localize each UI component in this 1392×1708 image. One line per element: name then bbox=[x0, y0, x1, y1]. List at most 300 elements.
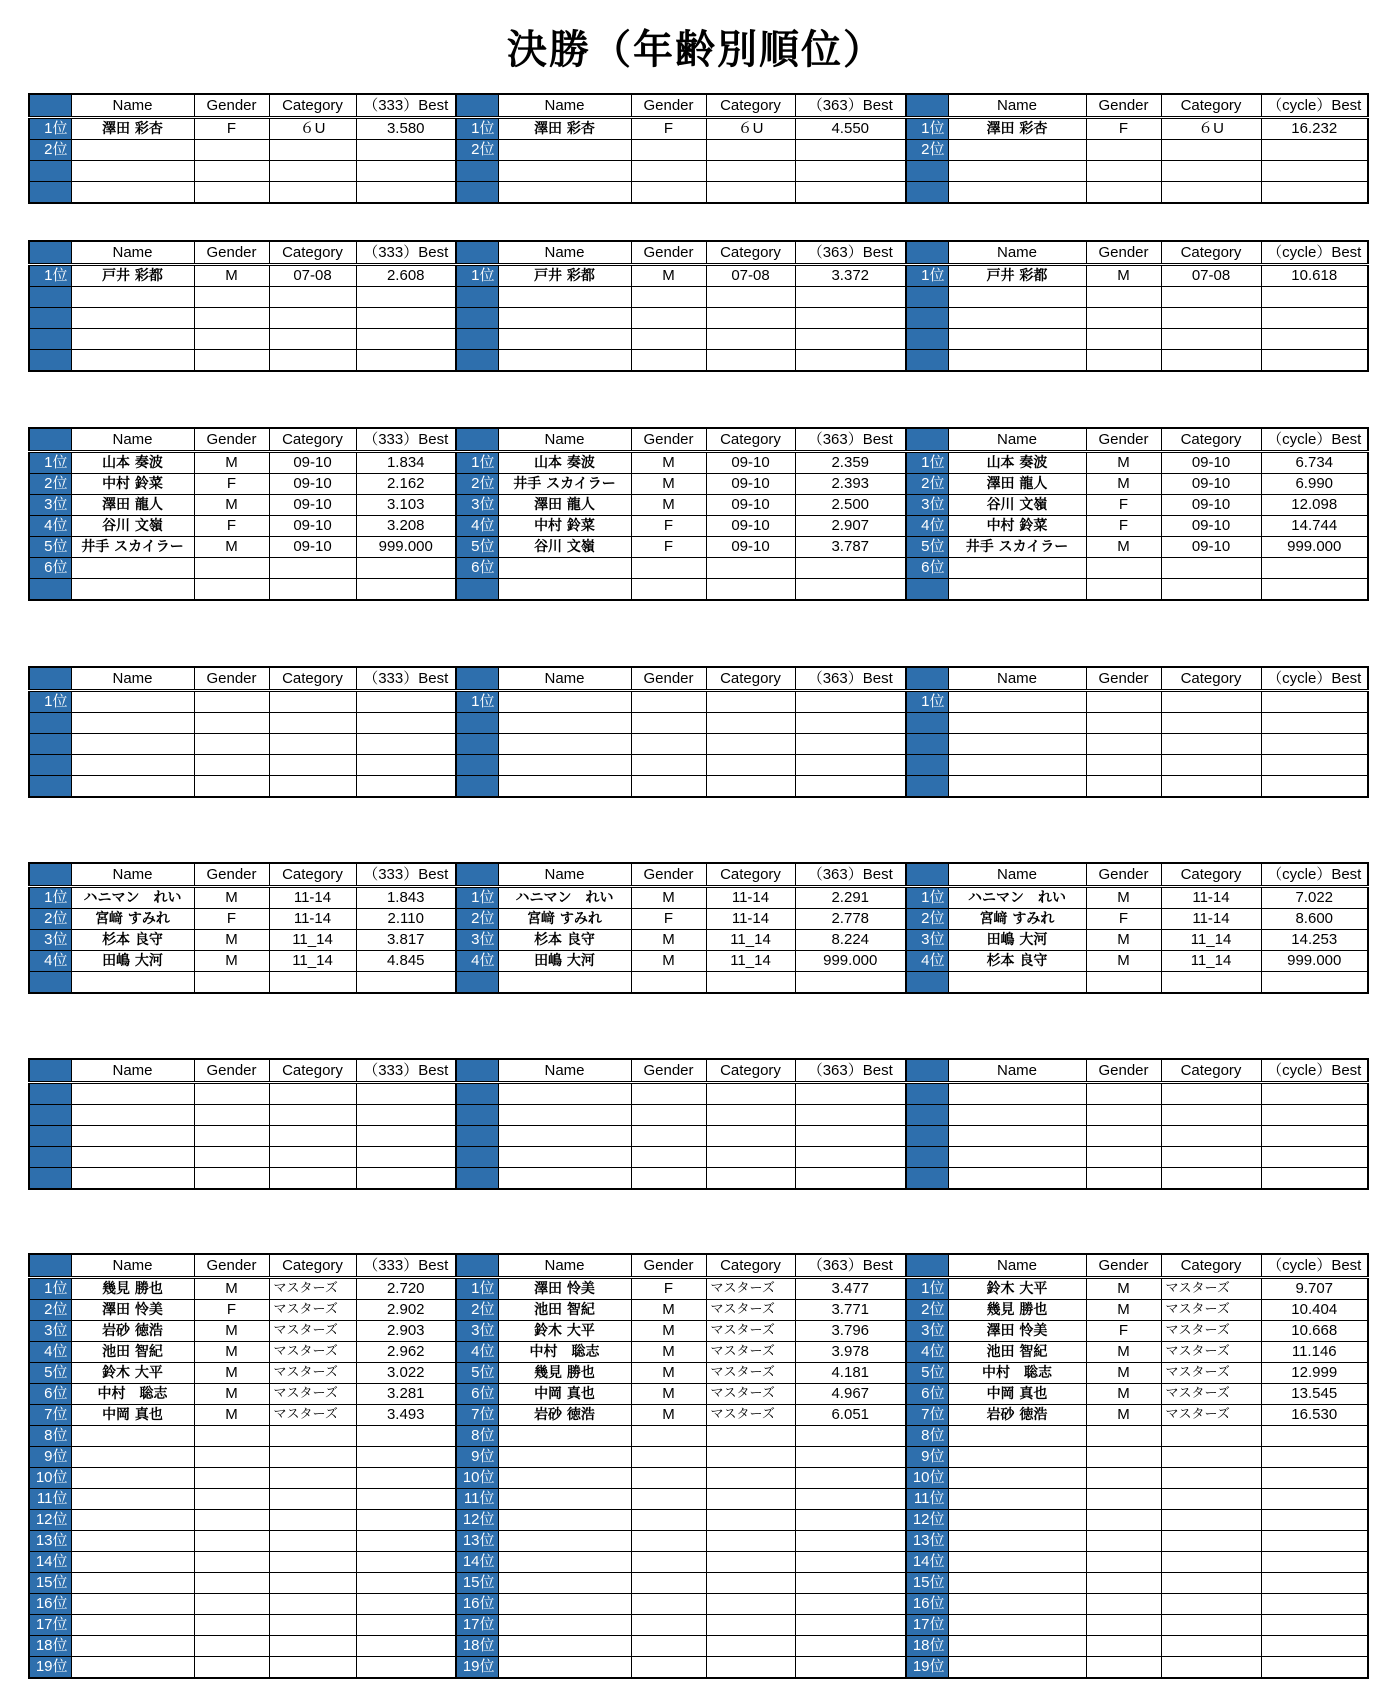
column-header: （333）Best bbox=[356, 241, 456, 265]
table-row bbox=[906, 1300, 1368, 1321]
cell-gender: M bbox=[194, 930, 269, 951]
column-header: Gender bbox=[631, 241, 706, 265]
cell-best: 2.393 bbox=[795, 474, 906, 495]
table-row bbox=[906, 1278, 1368, 1300]
cell-best bbox=[356, 1447, 456, 1468]
column-header: Category bbox=[269, 94, 356, 118]
table-row bbox=[29, 1468, 456, 1489]
header-row bbox=[906, 667, 1368, 691]
cell-best: 999.000 bbox=[795, 951, 906, 972]
cell-category: 11_14 bbox=[1161, 930, 1261, 951]
table-row bbox=[29, 909, 456, 930]
table-row bbox=[29, 1489, 456, 1510]
table-row bbox=[456, 495, 906, 516]
cell-best bbox=[356, 1531, 456, 1552]
cell-category bbox=[1161, 713, 1261, 734]
column-header: Gender bbox=[194, 667, 269, 691]
cell-gender bbox=[1086, 713, 1161, 734]
cell-best: 3.103 bbox=[356, 495, 456, 516]
cell-category: 11_14 bbox=[706, 930, 795, 951]
table-row bbox=[456, 972, 906, 994]
column-header: Category bbox=[269, 863, 356, 887]
header-row bbox=[29, 1059, 456, 1083]
cell-best: 9.707 bbox=[1261, 1278, 1368, 1300]
column-header: （363）Best bbox=[795, 667, 906, 691]
header-row bbox=[456, 1059, 906, 1083]
cell-best: 6.051 bbox=[795, 1405, 906, 1426]
cell-gender bbox=[1086, 1531, 1161, 1552]
cell-category bbox=[1161, 1636, 1261, 1657]
column-header: Gender bbox=[194, 241, 269, 265]
cell-gender bbox=[631, 1510, 706, 1531]
cell-gender bbox=[1086, 350, 1161, 372]
cell-name bbox=[71, 579, 194, 601]
table-row bbox=[906, 182, 1368, 204]
cell-rank: 7位 bbox=[456, 1405, 498, 1426]
cell-gender bbox=[631, 1447, 706, 1468]
table-row bbox=[906, 287, 1368, 308]
cell-gender: M bbox=[1086, 930, 1161, 951]
table-row bbox=[29, 1594, 456, 1615]
cell-rank bbox=[29, 972, 71, 994]
cell-gender bbox=[631, 329, 706, 350]
cell-best bbox=[356, 755, 456, 776]
rank-header bbox=[29, 428, 71, 452]
table-row bbox=[456, 1342, 906, 1363]
cell-rank bbox=[456, 579, 498, 601]
cell-name bbox=[948, 161, 1086, 182]
column-header: Name bbox=[948, 863, 1086, 887]
cell-rank bbox=[456, 972, 498, 994]
cell-category bbox=[1161, 1083, 1261, 1105]
column-header: Name bbox=[498, 863, 631, 887]
column-header: Name bbox=[71, 863, 194, 887]
table-row bbox=[906, 1657, 1368, 1679]
cell-name bbox=[498, 1657, 631, 1679]
cell-name bbox=[948, 734, 1086, 755]
cell-gender bbox=[1086, 776, 1161, 798]
table-row bbox=[29, 1510, 456, 1531]
cell-gender bbox=[194, 579, 269, 601]
cell-category: 09-10 bbox=[1161, 516, 1261, 537]
column-header: Category bbox=[269, 428, 356, 452]
cell-best: 4.550 bbox=[795, 118, 906, 140]
cell-rank bbox=[906, 329, 948, 350]
cell-rank: 1位 bbox=[29, 691, 71, 713]
table-row bbox=[29, 140, 456, 161]
cell-rank: 2位 bbox=[906, 474, 948, 495]
cell-name: 鈴木 大平 bbox=[71, 1363, 194, 1384]
rank-header bbox=[29, 1254, 71, 1278]
cell-category bbox=[1161, 691, 1261, 713]
column-header: Category bbox=[269, 1254, 356, 1278]
cell-rank bbox=[456, 713, 498, 734]
cell-rank: 4位 bbox=[906, 516, 948, 537]
table-row bbox=[29, 691, 456, 713]
cell-category: 09-10 bbox=[1161, 452, 1261, 474]
cell-gender bbox=[1086, 1552, 1161, 1573]
cell-rank: 3位 bbox=[456, 930, 498, 951]
cell-rank: 4位 bbox=[29, 951, 71, 972]
cell-category bbox=[269, 1426, 356, 1447]
cell-name bbox=[948, 287, 1086, 308]
table-row bbox=[906, 1384, 1368, 1405]
cell-name bbox=[71, 972, 194, 994]
cell-category: 11_14 bbox=[269, 951, 356, 972]
cell-rank: 2位 bbox=[29, 140, 71, 161]
cell-name bbox=[498, 287, 631, 308]
cell-gender bbox=[194, 140, 269, 161]
cell-name bbox=[948, 1531, 1086, 1552]
cell-category: 11_14 bbox=[1161, 951, 1261, 972]
cell-best: 2.291 bbox=[795, 887, 906, 909]
table-row bbox=[906, 713, 1368, 734]
table-cycle bbox=[905, 1058, 1369, 1190]
cell-name bbox=[948, 1168, 1086, 1190]
table-row bbox=[29, 329, 456, 350]
cell-rank bbox=[456, 308, 498, 329]
cell-best: 3.787 bbox=[795, 537, 906, 558]
cell-rank: 1位 bbox=[456, 691, 498, 713]
cell-best bbox=[795, 182, 906, 204]
cell-best: 4.181 bbox=[795, 1363, 906, 1384]
cell-category: マスターズ bbox=[269, 1278, 356, 1300]
cell-gender bbox=[631, 1489, 706, 1510]
header-row bbox=[456, 1254, 906, 1278]
cell-gender bbox=[1086, 1105, 1161, 1126]
cell-gender bbox=[194, 1573, 269, 1594]
cell-gender bbox=[194, 1083, 269, 1105]
cell-best bbox=[356, 329, 456, 350]
cell-name bbox=[498, 1552, 631, 1573]
cell-gender: M bbox=[194, 495, 269, 516]
cell-best bbox=[795, 1126, 906, 1147]
table-333 bbox=[28, 862, 457, 994]
column-header: Category bbox=[1161, 863, 1261, 887]
cell-name bbox=[498, 1105, 631, 1126]
table-row bbox=[456, 161, 906, 182]
table-row bbox=[906, 1636, 1368, 1657]
column-header: Category bbox=[1161, 428, 1261, 452]
cell-name bbox=[71, 1083, 194, 1105]
cell-name: 澤田 怜美 bbox=[498, 1278, 631, 1300]
table-333 bbox=[28, 1058, 457, 1190]
cell-category bbox=[269, 1147, 356, 1168]
table-row bbox=[456, 930, 906, 951]
cell-best bbox=[795, 350, 906, 372]
cell-gender bbox=[194, 182, 269, 204]
cell-best bbox=[1261, 1426, 1368, 1447]
cell-best bbox=[356, 1147, 456, 1168]
header-row bbox=[456, 241, 906, 265]
cell-gender: F bbox=[631, 909, 706, 930]
cell-best bbox=[356, 161, 456, 182]
cell-best bbox=[795, 161, 906, 182]
cell-best bbox=[1261, 1083, 1368, 1105]
cell-rank bbox=[29, 1168, 71, 1190]
cell-gender: F bbox=[1086, 1321, 1161, 1342]
table-row bbox=[456, 1384, 906, 1405]
rank-header bbox=[29, 863, 71, 887]
table-row bbox=[906, 1363, 1368, 1384]
table-row bbox=[456, 140, 906, 161]
cell-best bbox=[1261, 1552, 1368, 1573]
cell-name: 澤田 怜美 bbox=[948, 1321, 1086, 1342]
cell-name: 池田 智紀 bbox=[71, 1342, 194, 1363]
cell-best bbox=[356, 1615, 456, 1636]
column-header: （363）Best bbox=[795, 1254, 906, 1278]
table-363 bbox=[455, 427, 907, 601]
cell-gender bbox=[1086, 755, 1161, 776]
cell-name bbox=[948, 1573, 1086, 1594]
column-header: （cycle）Best bbox=[1261, 667, 1368, 691]
cell-name bbox=[71, 350, 194, 372]
cell-gender bbox=[1086, 287, 1161, 308]
cell-rank bbox=[906, 287, 948, 308]
cell-name bbox=[948, 308, 1086, 329]
cell-best bbox=[1261, 161, 1368, 182]
cell-name: 井手 スカイラー bbox=[71, 537, 194, 558]
cell-rank: 9位 bbox=[29, 1447, 71, 1468]
table-row bbox=[456, 558, 906, 579]
cell-best: 3.817 bbox=[356, 930, 456, 951]
cell-best bbox=[1261, 1636, 1368, 1657]
table-row bbox=[906, 329, 1368, 350]
cell-category: 09-10 bbox=[269, 516, 356, 537]
cell-name bbox=[498, 1489, 631, 1510]
header-row bbox=[906, 428, 1368, 452]
cell-category bbox=[1161, 1615, 1261, 1636]
cell-rank bbox=[29, 579, 71, 601]
column-header: Category bbox=[706, 667, 795, 691]
cell-name bbox=[71, 1552, 194, 1573]
column-header: Gender bbox=[194, 863, 269, 887]
header-row bbox=[456, 667, 906, 691]
result-block bbox=[28, 1253, 1367, 1679]
column-header: Category bbox=[706, 428, 795, 452]
cell-name bbox=[948, 1468, 1086, 1489]
table-row bbox=[456, 1363, 906, 1384]
cell-rank: 11位 bbox=[29, 1489, 71, 1510]
cell-name: 岩砂 徳浩 bbox=[948, 1405, 1086, 1426]
cell-category bbox=[269, 1126, 356, 1147]
cell-best bbox=[356, 1126, 456, 1147]
cell-name bbox=[71, 691, 194, 713]
cell-rank bbox=[29, 1147, 71, 1168]
cell-gender bbox=[194, 1426, 269, 1447]
table-row bbox=[456, 1405, 906, 1426]
cell-best: 2.778 bbox=[795, 909, 906, 930]
cell-best bbox=[1261, 287, 1368, 308]
cell-category: 09-10 bbox=[706, 516, 795, 537]
table-row bbox=[456, 1573, 906, 1594]
table-cycle bbox=[905, 93, 1369, 204]
cell-rank: 2位 bbox=[456, 474, 498, 495]
cell-category: マスターズ bbox=[269, 1300, 356, 1321]
table-row bbox=[456, 1083, 906, 1105]
cell-gender bbox=[1086, 1447, 1161, 1468]
cell-rank bbox=[29, 308, 71, 329]
table-row bbox=[29, 474, 456, 495]
table-row bbox=[906, 1321, 1368, 1342]
column-header: Gender bbox=[631, 428, 706, 452]
column-header: Name bbox=[71, 428, 194, 452]
cell-best: 8.224 bbox=[795, 930, 906, 951]
cell-best bbox=[795, 1552, 906, 1573]
cell-name: 幾見 勝也 bbox=[948, 1300, 1086, 1321]
table-row bbox=[29, 516, 456, 537]
table-row bbox=[456, 1657, 906, 1679]
cell-rank bbox=[906, 308, 948, 329]
cell-gender: M bbox=[194, 537, 269, 558]
cell-name: 中村 聡志 bbox=[498, 1342, 631, 1363]
cell-category: マスターズ bbox=[1161, 1384, 1261, 1405]
cell-best: 4.845 bbox=[356, 951, 456, 972]
cell-gender bbox=[631, 713, 706, 734]
cell-best bbox=[356, 287, 456, 308]
cell-category: マスターズ bbox=[269, 1363, 356, 1384]
table-row bbox=[456, 579, 906, 601]
cell-gender: M bbox=[631, 887, 706, 909]
table-row bbox=[29, 1168, 456, 1190]
table-row bbox=[906, 1531, 1368, 1552]
cell-name bbox=[71, 1168, 194, 1190]
table-row bbox=[906, 1615, 1368, 1636]
cell-gender bbox=[631, 579, 706, 601]
cell-gender: M bbox=[194, 1363, 269, 1384]
column-header: Gender bbox=[1086, 94, 1161, 118]
cell-rank: 8位 bbox=[29, 1426, 71, 1447]
cell-rank bbox=[906, 1147, 948, 1168]
table-row bbox=[906, 951, 1368, 972]
table-363 bbox=[455, 1058, 907, 1190]
cell-gender: M bbox=[631, 1384, 706, 1405]
table-row bbox=[29, 1531, 456, 1552]
cell-rank: 5位 bbox=[906, 537, 948, 558]
table-row bbox=[456, 713, 906, 734]
cell-gender bbox=[1086, 1657, 1161, 1679]
cell-gender bbox=[1086, 1083, 1161, 1105]
column-header: Name bbox=[498, 241, 631, 265]
cell-category bbox=[269, 182, 356, 204]
cell-gender bbox=[1086, 558, 1161, 579]
column-header: Gender bbox=[631, 1059, 706, 1083]
cell-rank bbox=[456, 350, 498, 372]
cell-category bbox=[1161, 1531, 1261, 1552]
cell-name: 杉本 良守 bbox=[498, 930, 631, 951]
cell-category bbox=[1161, 1105, 1261, 1126]
cell-category bbox=[706, 1126, 795, 1147]
cell-best: 10.668 bbox=[1261, 1321, 1368, 1342]
cell-category: マスターズ bbox=[1161, 1363, 1261, 1384]
cell-category bbox=[706, 1594, 795, 1615]
table-row bbox=[29, 287, 456, 308]
table-row bbox=[29, 1300, 456, 1321]
cell-best bbox=[795, 1426, 906, 1447]
table-row bbox=[29, 930, 456, 951]
cell-category bbox=[1161, 1510, 1261, 1531]
cell-category bbox=[706, 1105, 795, 1126]
cell-name bbox=[498, 1594, 631, 1615]
cell-name bbox=[498, 755, 631, 776]
cell-name: 中村 聡志 bbox=[948, 1363, 1086, 1384]
cell-category: マスターズ bbox=[1161, 1405, 1261, 1426]
rank-header bbox=[456, 241, 498, 265]
cell-name bbox=[948, 579, 1086, 601]
cell-category: 09-10 bbox=[1161, 474, 1261, 495]
cell-best: 6.734 bbox=[1261, 452, 1368, 474]
cell-name: 池田 智紀 bbox=[498, 1300, 631, 1321]
cell-gender bbox=[1086, 1126, 1161, 1147]
cell-category: 07-08 bbox=[1161, 265, 1261, 287]
table-row bbox=[456, 776, 906, 798]
table-row bbox=[456, 887, 906, 909]
cell-name: 宮﨑 すみれ bbox=[498, 909, 631, 930]
cell-category bbox=[1161, 1126, 1261, 1147]
cell-name bbox=[948, 1083, 1086, 1105]
column-header: Name bbox=[498, 1059, 631, 1083]
cell-category bbox=[269, 140, 356, 161]
column-header: Category bbox=[706, 1059, 795, 1083]
cell-gender bbox=[631, 1426, 706, 1447]
cell-gender bbox=[1086, 1573, 1161, 1594]
column-header: （363）Best bbox=[795, 1059, 906, 1083]
cell-category bbox=[706, 1615, 795, 1636]
cell-rank: 1位 bbox=[456, 452, 498, 474]
cell-gender: M bbox=[1086, 951, 1161, 972]
cell-name bbox=[498, 972, 631, 994]
cell-best bbox=[795, 972, 906, 994]
table-row bbox=[456, 951, 906, 972]
table-row bbox=[906, 1594, 1368, 1615]
table-row bbox=[456, 1447, 906, 1468]
table-row bbox=[906, 161, 1368, 182]
table-row bbox=[456, 287, 906, 308]
cell-name: 中村 鈴菜 bbox=[498, 516, 631, 537]
column-header: Gender bbox=[631, 94, 706, 118]
cell-gender: M bbox=[194, 1405, 269, 1426]
cell-rank bbox=[906, 1083, 948, 1105]
table-row bbox=[456, 1615, 906, 1636]
cell-best: 3.208 bbox=[356, 516, 456, 537]
cell-category bbox=[1161, 287, 1261, 308]
cell-gender bbox=[1086, 691, 1161, 713]
cell-gender bbox=[631, 1615, 706, 1636]
cell-gender: M bbox=[631, 1321, 706, 1342]
cell-rank: 1位 bbox=[29, 1278, 71, 1300]
cell-rank: 1位 bbox=[456, 265, 498, 287]
cell-best bbox=[1261, 308, 1368, 329]
cell-gender: M bbox=[631, 495, 706, 516]
cell-rank: 5位 bbox=[456, 1363, 498, 1384]
cell-rank: 18位 bbox=[29, 1636, 71, 1657]
cell-best bbox=[1261, 350, 1368, 372]
cell-best bbox=[1261, 1126, 1368, 1147]
cell-gender: M bbox=[631, 474, 706, 495]
cell-name bbox=[498, 1447, 631, 1468]
table-row bbox=[906, 265, 1368, 287]
table-row bbox=[906, 930, 1368, 951]
cell-best: 2.720 bbox=[356, 1278, 456, 1300]
cell-name: 山本 奏波 bbox=[498, 452, 631, 474]
cell-gender bbox=[1086, 161, 1161, 182]
cell-category: 11-14 bbox=[706, 887, 795, 909]
result-block bbox=[28, 862, 1367, 994]
cell-name: 中村 聡志 bbox=[71, 1384, 194, 1405]
cell-category bbox=[269, 1083, 356, 1105]
cell-rank: 5位 bbox=[906, 1363, 948, 1384]
cell-best bbox=[795, 308, 906, 329]
